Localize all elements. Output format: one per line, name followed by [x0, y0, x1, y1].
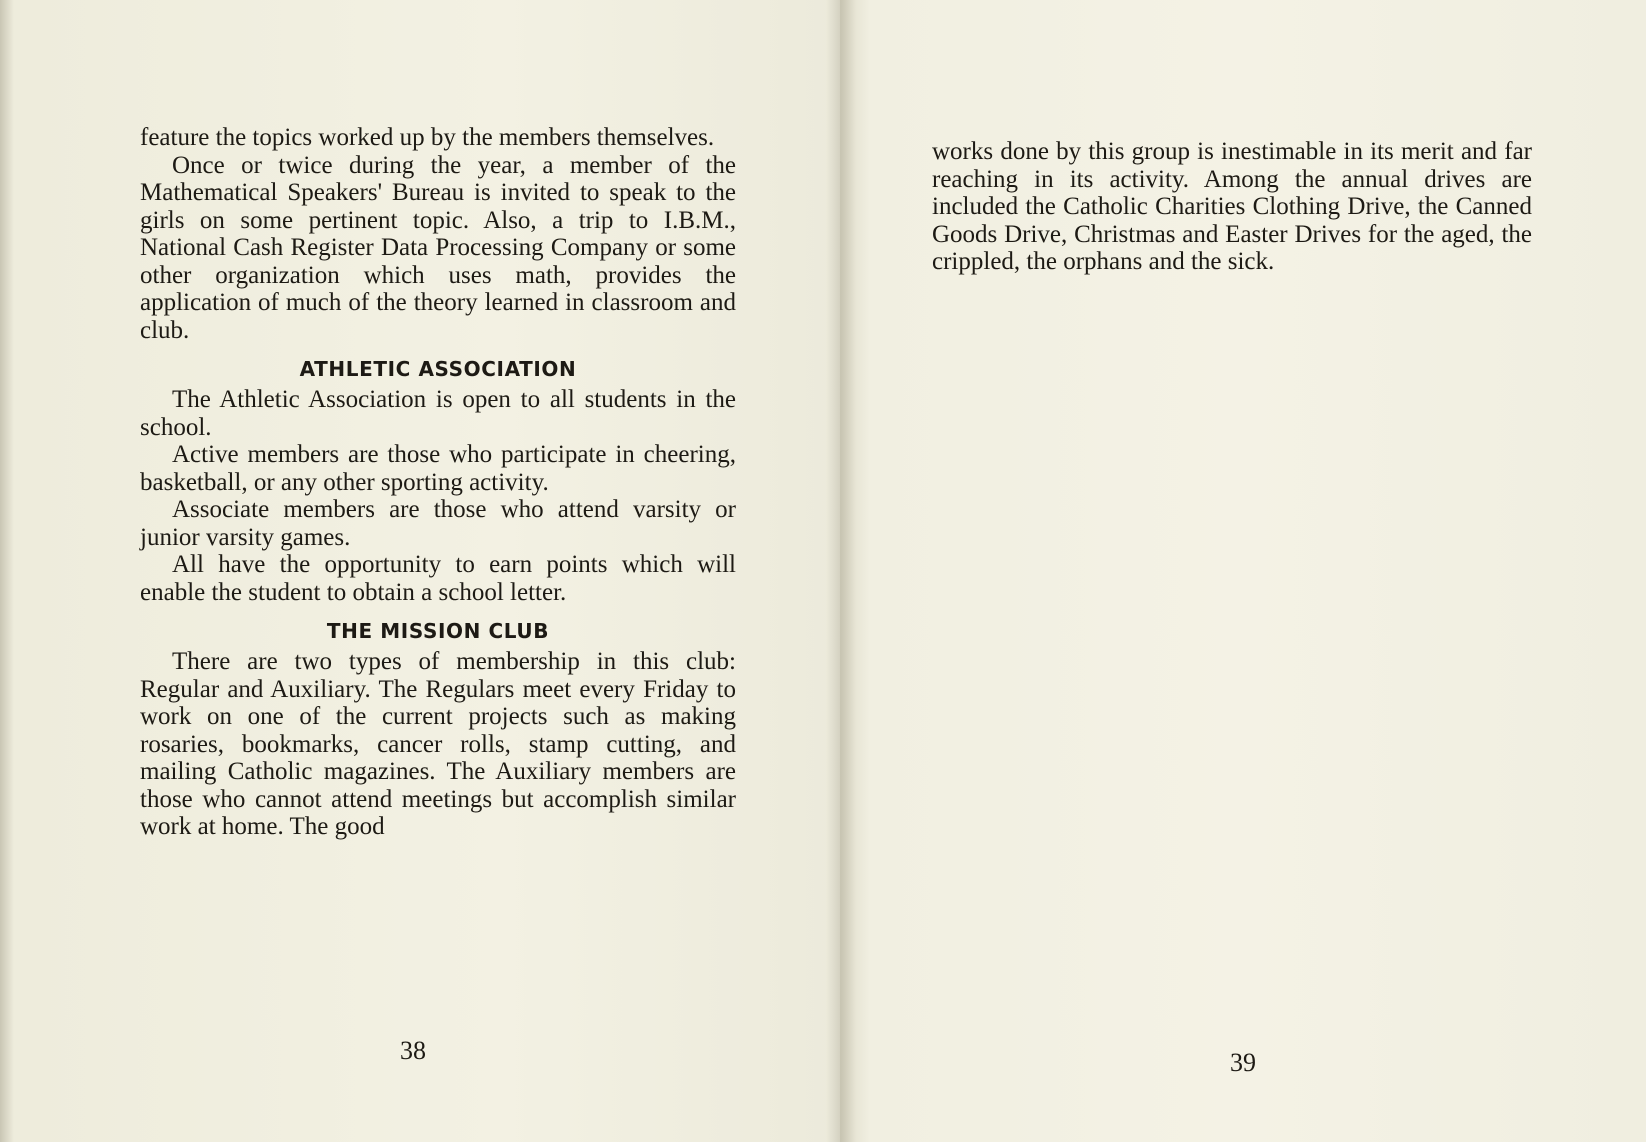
- paragraph-mission-membership: There are two types of membership in this club: Regular and Auxiliary. The Regulars meet every Friday to work on one of the current projects such as making rosaries, bookmarks, cancer rolls, stamp cutting, and mailing Catholic magazines. The Auxiliary members are those who cannot attend meetings but accomplish similar work at home. The good: [140, 648, 736, 840]
- left-page-text: [140, 124, 736, 841]
- paragraph-speakers-bureau: Once or twice during the year, a member of the Mathematical Speakers' Bureau is invited to speak to the girls on some pertinent topic. Also, a trip to I.B.M., National Cash Register Data Processing Company or some other organization which uses math, provides the application of much of the theory learned in classroom and club.: [140, 151, 736, 344]
- paragraph-good-works: works done by this group is inestimable in its merit and far reaching in its activity. Among the annual drives are included the Catholic Charities Clothing Drive, the Canned Goods Drive, Christmas and Easter Drives for the aged, the crippled, the orphans and the sick.: [932, 138, 1532, 275]
- page-number-right: 39: [1230, 1048, 1256, 1077]
- paragraph-associate-members: Associate members are those who attend varsity or junior varsity games.: [140, 496, 736, 551]
- heading-mission-club: THE MISSION CLUB: [326, 619, 550, 643]
- right-page-text: [932, 138, 1532, 276]
- paragraph-athletic-open: The Athletic Association is open to all students in the school.: [140, 386, 736, 441]
- paragraph-active-members: Active members are those who participate in cheering, basketball, or any other sporting activity.: [140, 441, 736, 496]
- heading-athletic-association: ATHLETIC ASSOCIATION: [299, 357, 577, 381]
- book-gutter: [826, 0, 856, 1142]
- paragraph-points: All have the opportunity to earn points which will enable the student to obtain a school letter.: [140, 551, 736, 606]
- paragraph-topics: feature the topics worked up by the members themselves.: [140, 124, 715, 151]
- page-number-left: 38: [400, 1036, 426, 1065]
